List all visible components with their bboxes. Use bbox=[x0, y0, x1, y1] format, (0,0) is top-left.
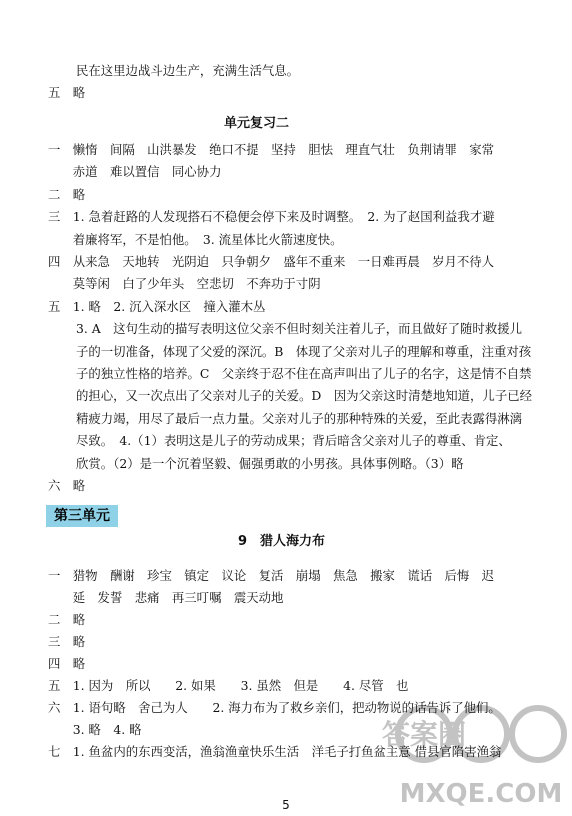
watermark-url: MXQE.COM bbox=[399, 779, 563, 809]
answer-line: 的担心，又一次点出了父亲对儿子的关爱。D 因为父亲这时清楚地知道，儿子已经 bbox=[76, 388, 532, 403]
section-title: 9 猎人海力布 bbox=[238, 534, 326, 549]
unit-badge: 第三单元 bbox=[46, 505, 118, 527]
answer-line: 着廉将军，不是怕他。 3. 流星体比火箭速度快。 bbox=[48, 232, 343, 247]
answer-line: 三 1. 急着赶路的人发现搭石不稳便会停下来及时调整。 2. 为了赵国利益我才避 bbox=[48, 209, 495, 224]
answer-line: 民在这里边战斗边生产，充满生活气息。 bbox=[76, 63, 300, 78]
answer-line: 四 略 bbox=[48, 656, 86, 671]
answer-line: 五 1. 略 2. 沉入深水区 撞入灌木丛 bbox=[48, 299, 266, 314]
section-title: 单元复习二 bbox=[224, 116, 290, 131]
answer-line: 赤道 难以置信 同心协力 bbox=[48, 164, 222, 179]
answer-line: 五 略 bbox=[48, 85, 86, 100]
answer-line: 六 1. 语句略 舍己为人 2. 海力布为了救乡亲们，把动物说的话告诉了他们。 bbox=[48, 700, 501, 715]
answer-line: 四 从来急 天地转 光阴迫 只争朝夕 盛年不重来 一日难再晨 岁月不待人 bbox=[48, 254, 495, 269]
answer-line: 精疲力竭，用尽了最后一点力量。父亲对儿子的那种特殊的关爱，至此表露得淋漓 bbox=[76, 411, 523, 426]
answer-line: 3. A 这句生动的描写表明这位父亲不但时刻关注着儿子，而且做好了随时救援儿 bbox=[76, 321, 522, 336]
answer-line: 三 略 bbox=[48, 634, 86, 649]
answer-line: 一 猎物 酬谢 珍宝 镇定 议论 复活 崩塌 焦急 搬家 谎话 后悔 迟 bbox=[48, 568, 495, 583]
answer-line: 一 懒惰 间隔 山洪暴发 绝口不提 坚持 胆怯 理直气壮 负荆请罪 家常 bbox=[48, 142, 495, 157]
answer-line: 二 略 bbox=[48, 187, 86, 202]
watermark-char-1: 答案圈 bbox=[381, 718, 467, 751]
answer-line: 子的一切准备，体现了父爱的深沉。B 体现了父亲对儿子的理解和尊重，注重对孩 bbox=[76, 344, 532, 359]
answer-line: 五 1. 因为 所以 2. 如果 3. 虽然 但是 4. 尽管 也 bbox=[48, 678, 409, 693]
answer-line: 七 1. 鱼盆内的东西变活，渔翁渔童快乐生活 洋毛子打鱼盆主意 借县官陷害渔翁 bbox=[48, 744, 502, 759]
answer-line: 莫等闲 白了少年头 空悲切 不奔功于寸阴 bbox=[48, 276, 321, 291]
answer-line: 六 略 bbox=[48, 478, 86, 493]
answer-line: 3. 略 4. 略 bbox=[48, 722, 142, 737]
page-number: 5 bbox=[282, 798, 290, 812]
answer-line: 子的独立性格的培养。C 父亲终于忍不住在高声叫出了儿子的名字，这是情不自禁 bbox=[76, 366, 532, 381]
watermark-logo bbox=[381, 698, 568, 810]
answer-line: 延 发誓 悲痛 再三叮嘱 震天动地 bbox=[48, 590, 284, 605]
answer-line: 尽致。 4.（1）表明这是儿子的劳动成果；背后暗含父亲对儿子的尊重、肯定、 bbox=[76, 433, 511, 448]
answer-line: 二 略 bbox=[48, 612, 86, 627]
answer-line: 欣赏。（2）是一个沉着坚毅、倔强勇敢的小男孩。具体事例略。（3）略 bbox=[76, 456, 464, 471]
